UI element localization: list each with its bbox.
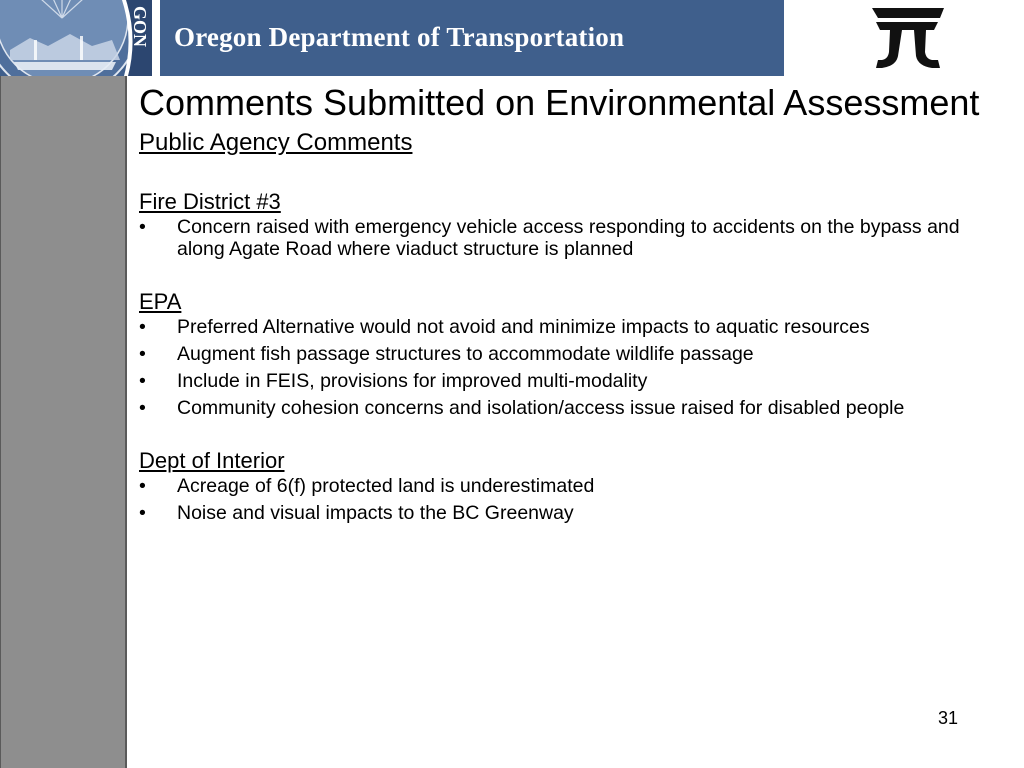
header-banner (0, 0, 784, 76)
comment-group-fire-district (139, 188, 999, 260)
slide-title: Comments Submitted on Environmental Assessment (139, 82, 980, 123)
bullet-list (139, 216, 999, 260)
bullet-glyph: • (139, 397, 146, 419)
list-item-text: Preferred Alternative would not avoid and minimize impacts to aquatic resources (177, 316, 870, 338)
list-item (139, 343, 977, 365)
bullet-glyph: • (139, 502, 146, 524)
list-item (139, 316, 977, 338)
list-item (139, 475, 977, 497)
list-item-text: Acreage of 6(f) protected land is underestimated (177, 475, 595, 497)
bullet-glyph: • (139, 370, 146, 392)
bullet-glyph: • (139, 316, 146, 338)
oregon-state-seal-icon (0, 0, 160, 76)
slide-content (139, 80, 999, 529)
list-item (139, 370, 977, 392)
bullet-list (139, 475, 999, 524)
list-item-text: Community cohesion concerns and isolation/access issue raised for disabled people (177, 397, 905, 419)
comment-group-dept-of-interior (139, 447, 999, 524)
list-item-text: Augment fish passage structures to accommodate wildlife passage (177, 343, 754, 365)
list-item-text: Include in FEIS, provisions for improved multi-modality (177, 370, 648, 392)
group-heading: Dept of Interior (139, 448, 285, 473)
bullet-glyph: • (139, 475, 146, 497)
header-organization-title: Oregon Department of Transportation (174, 22, 625, 52)
bullet-glyph: • (139, 216, 146, 238)
group-heading: EPA (139, 289, 182, 314)
list-item-text: Noise and visual impacts to the BC Greenway (177, 502, 574, 524)
section-heading: Public Agency Comments (139, 129, 413, 156)
comment-group-epa (139, 288, 999, 419)
left-sidebar (0, 76, 127, 768)
group-heading: Fire District #3 (139, 189, 281, 214)
list-item (139, 216, 977, 260)
page-number: 31 (938, 708, 959, 728)
list-item (139, 502, 977, 524)
bullet-glyph: • (139, 343, 146, 365)
list-item (139, 397, 977, 419)
list-item-text: Concern raised with emergency vehicle access responding to accidents on the bypass and along Agate Road where viaduct structure is planned (177, 216, 960, 260)
bullet-list (139, 316, 999, 419)
odot-logo-icon (868, 4, 948, 72)
seal-lettering: GON (130, 6, 150, 48)
